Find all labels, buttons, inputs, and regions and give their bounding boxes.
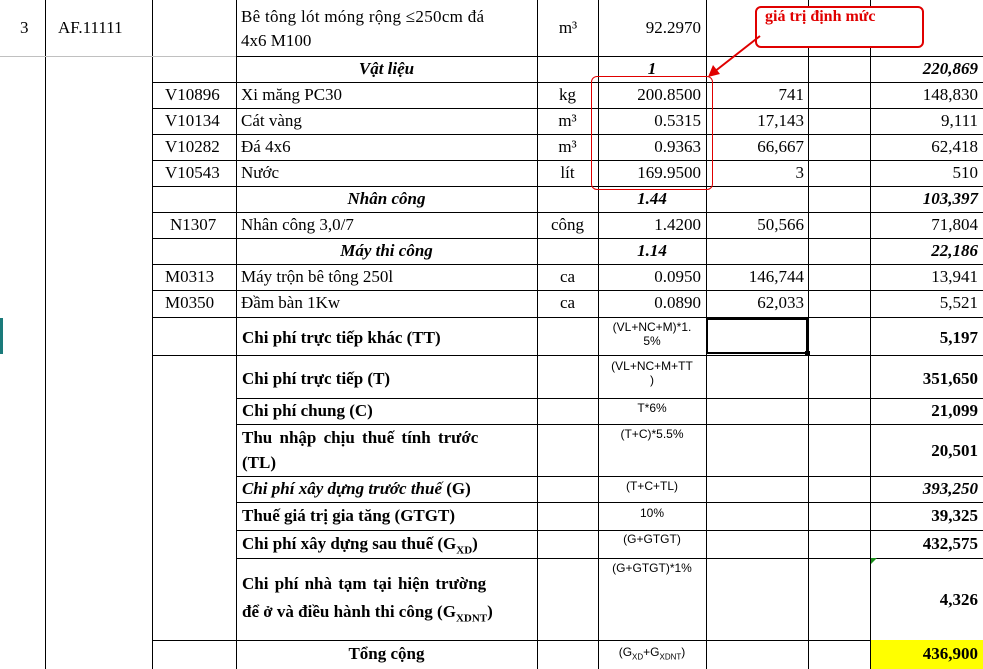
cost-tl-label-line1: Thu nhập chịu thuế tính trước — [242, 428, 479, 447]
cost-gxdnt-label-line2: để ở và điều hành thi công $(G_{XDNT})$ — [242, 602, 493, 625]
comment-indicator — [871, 558, 877, 564]
cost-gtgt-amount: 39,325 — [931, 506, 978, 525]
materials-header-coef: 1 — [647, 59, 657, 78]
machine-header-total: 22,186 — [931, 241, 978, 260]
machine-norm: 0.0890 — [654, 293, 701, 312]
machine-header-label: Máy thi công — [340, 241, 433, 260]
material-name: Xi măng PC30 — [241, 85, 343, 104]
item-name-line1: Bê tông lót móng rộng ≤250cm đá — [241, 7, 485, 26]
material-norm: 0.5315 — [654, 111, 701, 130]
material-price: 17,143 — [757, 111, 804, 130]
total-label: Tổng cộng — [348, 644, 425, 663]
cost-g-formula: (T+C+TL) — [625, 479, 678, 493]
cost-tl-formula: (T+C)*5.5% — [620, 427, 684, 441]
material-amount: 62,418 — [931, 137, 978, 156]
material-name: Cát vàng — [241, 111, 302, 130]
material-name: Đá 4x6 — [241, 137, 291, 156]
total-formula: $(G_{XD}+G_{XDNT})$ — [618, 645, 686, 662]
cost-c-formula: T*6% — [637, 401, 667, 415]
item-unit: m³ — [558, 18, 578, 37]
cost-t-label: Chi phí trực tiếp (T) — [242, 369, 391, 388]
machine-price: 62,033 — [757, 293, 804, 312]
material-unit: lít — [560, 163, 575, 182]
machine-name: Đầm bàn 1Kw — [241, 293, 341, 312]
material-code: V10543 — [165, 163, 220, 182]
material-code: V10134 — [165, 111, 220, 130]
cost-g-label: Chi phí xây dựng trước thuế (G) — [242, 479, 471, 498]
cost-c-label: Chi phí chung (C) — [242, 401, 373, 420]
material-norm: 200.8500 — [637, 85, 701, 104]
labor-norm: 1.4200 — [654, 215, 701, 234]
materials-header-total: 220,869 — [922, 59, 978, 78]
labor-header-coef: 1.44 — [637, 189, 667, 208]
total-amount: 436,900 — [922, 644, 978, 663]
machine-price: 146,744 — [748, 267, 804, 286]
machine-name: Máy trộn bê tông 250l — [241, 267, 394, 286]
material-unit: m³ — [558, 137, 577, 156]
cost-gxd-label: Chi phí xây dựng sau thuế $(G_{XD})$ — [242, 534, 478, 557]
callout-arrow — [700, 28, 770, 88]
cost-gtgt-formula: 10% — [639, 506, 665, 520]
cost-t-amount: 351,650 — [922, 369, 978, 388]
cost-c-amount: 21,099 — [931, 401, 978, 420]
machine-code: M0313 — [165, 267, 215, 286]
machine-code: M0350 — [165, 293, 215, 312]
labor-unit: công — [550, 215, 585, 234]
material-name: Nước — [241, 163, 280, 182]
fill-handle[interactable] — [805, 351, 810, 356]
machine-header-coef: 1.14 — [637, 241, 667, 260]
cost-gxdnt-formula: (G+GTGT)*1% — [612, 561, 692, 575]
material-amount: 9,111 — [941, 111, 978, 130]
materials-header-label: Vật liệu — [358, 59, 415, 78]
cost-gxdnt-amount: 4,326 — [939, 590, 978, 609]
machine-amount: 13,941 — [931, 267, 978, 286]
material-code: V10896 — [165, 85, 220, 104]
cost-gxd-amount: 432,575 — [922, 534, 978, 553]
callout-text: giá trị định mức — [765, 8, 876, 25]
material-amount: 510 — [952, 163, 978, 182]
material-price: 3 — [795, 163, 804, 182]
labor-price: 50,566 — [757, 215, 804, 234]
row-selection-tick — [0, 318, 3, 354]
cost-gxdnt-label-line1: Chi phí nhà tạm tại hiện trường — [242, 574, 487, 593]
material-unit: m³ — [558, 111, 577, 130]
labor-header-total: 103,397 — [922, 189, 978, 208]
cost-tl-label-line2: (TL) — [242, 453, 276, 472]
item-stt: 3 — [20, 18, 29, 37]
machine-unit: ca — [559, 267, 576, 286]
selected-cell[interactable] — [706, 318, 808, 354]
item-name-line2: 4x6 M100 — [241, 31, 312, 50]
material-amount: 148,830 — [922, 85, 978, 104]
labor-name: Nhân công 3,0/7 — [241, 215, 354, 234]
labor-header-label: Nhân công — [347, 189, 426, 208]
cost-tt-label: Chi phí trực tiếp khác (TT) — [242, 328, 441, 347]
labor-amount: 71,804 — [931, 215, 978, 234]
machine-norm: 0.0950 — [654, 267, 701, 286]
cost-g-amount: 393,250 — [922, 479, 978, 498]
cost-gxd-formula: (G+GTGT) — [623, 532, 681, 546]
machine-amount: 5,521 — [939, 293, 978, 312]
cost-gtgt-label: Thuế giá trị gia tăng (GTGT) — [242, 506, 455, 525]
material-price: 741 — [778, 85, 804, 104]
item-quantity: 92.2970 — [645, 18, 701, 37]
machine-unit: ca — [559, 293, 576, 312]
item-code: AF.11111 — [58, 18, 123, 37]
cost-tt-formula: (VL+NC+M)*1. 5% — [612, 320, 692, 348]
norm-highlight-box — [591, 76, 713, 190]
cost-tl-amount: 20,501 — [931, 441, 978, 460]
material-norm: 0.9363 — [654, 137, 701, 156]
material-unit: kg — [559, 85, 576, 104]
material-price: 66,667 — [757, 137, 804, 156]
cost-tt-amount: 5,197 — [939, 328, 978, 347]
labor-code: N1307 — [170, 215, 217, 234]
cost-t-formula: (VL+NC+M+TT ) — [611, 359, 693, 387]
material-code: V10282 — [165, 137, 220, 156]
material-norm: 169.9500 — [637, 163, 701, 182]
